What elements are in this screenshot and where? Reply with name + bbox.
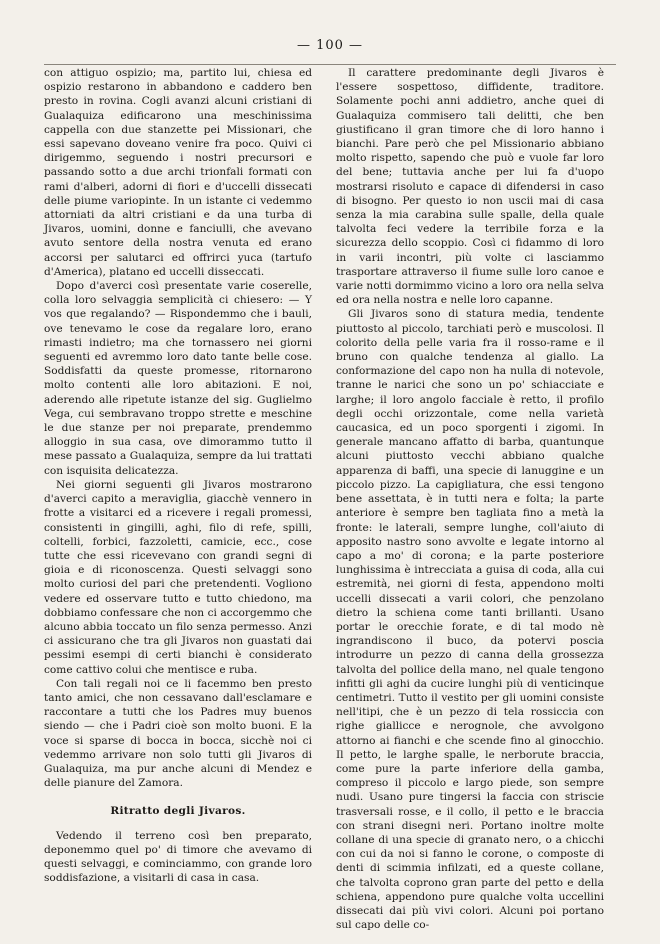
- paragraph: Vedendo il terreno così ben preparato, deponemmo quel po' di timore che avevamo di questi selvaggi, e cominciammo, con grande loro soddisfazione, a visitarli di casa in casa.: [44, 829, 312, 885]
- header-rule: [44, 64, 616, 65]
- left-column: [44, 66, 312, 885]
- paragraph: Gli Jivaros sono di statura media, tendente piuttosto al piccolo, tarchiati però e muscolosi. Il colorito della pelle varia fra il rosso-rame e il bruno con qualche tendenza al giallo. La conformazione del capo non ha nulla di notevole, tranne le narici che sono un po' schiacciate e larghe; il loro angolo facciale è retto, il profilo degli occhi orizzontale, come nella varietà caucasica, ed un poco sporgenti i zigomi. In generale mancano affatto di barba, quantunque alcuni piuttosto vecchi abbiano qualche apparenza di baffi, una specie di lanuggine e un piccolo pizzo. La capigliatura, che essi tengono bene assettata, è in tutti nera e folta; la parte anteriore è sempre ben tagliata fino a metà la fronte: le laterali, sempre lunghe, coll'aiuto di apposito nastro sono avvolte e legate intorno al capo a mo' di corona; e la parte posteriore lunghissima è intrecciata a guisa di coda, alla cui estremità, nei giorni di festa, appendono molti uccelli dissecati a varii colori, che penzolano dietro la schiena come tanti brillanti. Usano portar le orecchie forate, e di tal modo nè ingrandiscono il buco, da potervi poscia introdurre un pezzo di canna della grossezza talvolta del pollice della mano, nel quale tengono infitti gli aghi da cucire lunghi più di venticinque centimetri. Tutto il vestito per gli uomini consiste nell'itipi, che è un pezzo di tela rossiccia con righe giallicce e nerognole, che avvolgono attorno ai fianchi e che scende fino al ginocchio. Il petto, le larghe spalle, le nerborute braccia, come pure la parte inferiore della gamba, compreso il piccolo e largo piede, son sempre nudi. Usano pure tingersi la faccia con striscie trasversali rosse, e il collo, il petto e le braccia con strani disegni neri. Portano inoltre molte collane di una specie di granato nero, o a chicchi con cui da noi si fanno le corone, o composte di denti di scimmia infilzati, ed a queste collane, che talvolta coprono gran parte del petto e della schiena, appendono pure qualche volta uccellini dissecati dai più vivi colori. Alcuni poi portano sul capo delle co-: [336, 308, 604, 932]
- right-column: [336, 66, 604, 932]
- paragraph: Dopo d'averci così presentate varie coserelle, colla loro selvaggia semplicità ci chiesero: — Y vos que regalando? — Rispondemmo che i bauli, ove tenevamo le cose da regalare loro, erano rimasti indietro; ma che tornassero nei giorni seguenti ed avremmo loro dato tante belle cose. Soddisfatti da queste promesse, ritornarono molto contenti alle loro abitazioni. E noi, aderendo alle ripetute istanze del sig. Guglielmo Vega, cui sembravano troppo strette e meschine le due stanze per noi preparate, prendemmo alloggio in sua casa, ove dimorammo tutto il mese passato a Gualaquiza, sempre da lui trattati con isquisita delicatezza.: [44, 280, 312, 477]
- paragraph: con attiguo ospizio; ma, partito lui, chiesa ed ospizio restarono in abbandono e caddero ben presto in rovina. Cogli avanzi alcuni cristiani di Gualaquiza edificarono una meschinissima cappella con due stanzette pei Missionari, che essi sapevano doveano venire fra poco. Quivi ci dirigemmo, seguendo i nostri precursori e passando sotto a due archi trionfali formati con rami d'alberi, adorni di fiori e d'uccelli dissecati delle piume variopinte. In un istante ci vedemmo attorniati da altri cristiani e da una turba di Jivaros, uomini, donne e fanciulli, che avevano avuto sentore della nostra venuta ed erano accorsi per salutarci ed offrirci yuca (tartufo d'America), platano ed uccelli disseccati.: [44, 67, 312, 278]
- page-number: — 100 —: [296, 38, 364, 53]
- paragraph: Con tali regali noi ce li facemmo ben presto tanto amici, che non cessavano dall'esclamare e raccontare a tutti che los Padres muy buenos siendo — che i Padri cioè son molto buoni. E la voce si sparse di bocca in bocca, sicchè noi ci vedemmo arrivare non solo tutti gli Jivaros di Gualaquiza, ma pur anche alcuni di Mendez e delle pianure del Zamora.: [44, 677, 312, 790]
- paragraph: Nei giorni seguenti gli Jivaros mostrarono d'averci capito a meraviglia, giacchè vennero in frotte a visitarci ed a ricevere i regali promessi, consistenti in gingilli, aghi, filo di refe, spilli, coltelli, forbici, fazzoletti, camicie, ecc., cose tutte che essi ricevevano con grandi segni di gioia e di riconoscenza. Questi selvaggi sono molto curiosi del pari che pretendenti. Vogliono vedere ed osservare tutto e tutto chiedono, ma dobbiamo confessare che non ci accorgemmo che alcuno abbia toccato un filo senza permesso. Anzi ci assicurano che tra gli Jivaros non guastati dai pessimi esempi di certi bianchi è considerato come cattivo colui che mentisce e ruba.: [44, 478, 312, 676]
- section-heading: Ritratto degli Jivaros.: [110, 805, 246, 818]
- paragraph: Il carattere predominante degli Jivaros è l'essere sospettoso, diffidente, traditore. Solamente pochi anni addietro, anche quei di Gualaquiza commisero tali delitti, che ben giustificano il gran timore che di loro hanno i bianchi. Pare però che pel Missionario abbiano molto rispetto, sapendo che può e vuole far loro del bene; tuttavia anche per lui fa d'uopo mostrarsi risoluto e capace di difendersi in caso di bisogno. Per questo io non uscii mai di casa senza la mia carabina sulle spalle, della quale talvolta feci vedere la terribile forza e la sicurezza dello scoppio. Così ci fidammo di loro in varii incontri, più volte ci lasciammo trasportare attraverso il fiume sulle loro canoe e varie notti dormimmo vicino a loro ora nella selva ed ora nella nostra e nelle loro capanne.: [336, 67, 604, 307]
